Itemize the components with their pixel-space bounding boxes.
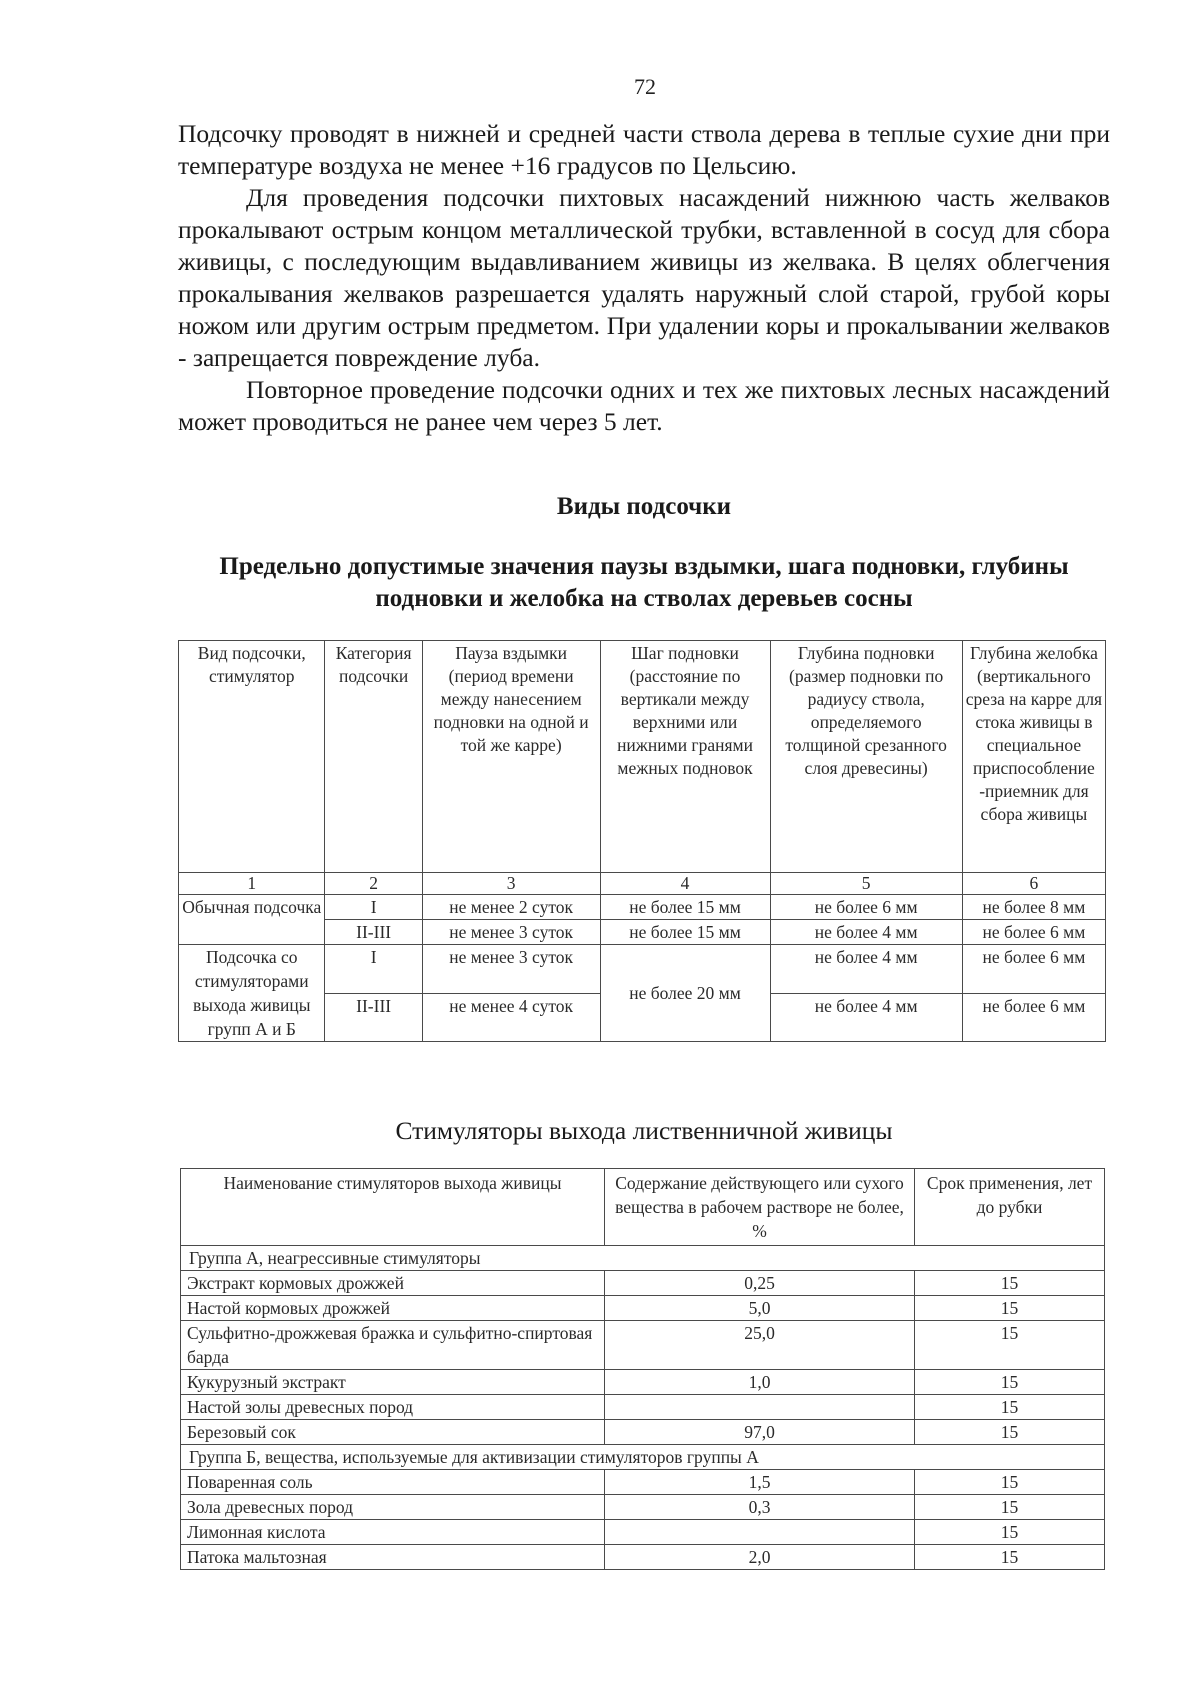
- tapping-type-cell: Обычная подсочка: [179, 895, 325, 945]
- group-row: [181, 1246, 1105, 1271]
- table-row: [181, 1495, 1105, 1520]
- groove-cell: не более 8 мм: [962, 895, 1105, 920]
- table-row: [181, 1370, 1105, 1395]
- term-value: 15: [915, 1520, 1105, 1545]
- table-row: [181, 1470, 1105, 1495]
- groove-cell: не более 6 мм: [962, 945, 1105, 994]
- term-value: 15: [915, 1321, 1105, 1370]
- table-row: [181, 1296, 1105, 1321]
- header-cell: Наименование стимуляторов выхода живицы: [181, 1169, 605, 1246]
- term-value: 15: [915, 1420, 1105, 1445]
- column-number: 2: [325, 873, 422, 895]
- paragraph: Для проведения подсочки пихтовых насаждений нижнюю часть желваков прокалывают острым концом металлической трубки, вставленной в сосуд для сбора живицы, с последующим выдавливанием живицы из желвака. В целях облегчения прокалывания желваков разрешается удалять наружный слой старой, грубой коры ножом или другим острым предметом. При удалении коры и прокалывании желваков - запрещается повреждение луба.: [178, 183, 1110, 372]
- step-cell: не более 20 мм: [600, 945, 770, 1042]
- section-heading: Виды подсочки: [556, 493, 732, 520]
- content-value: [605, 1395, 915, 1420]
- stimulator-name: Настой кормовых дрожжей: [181, 1296, 605, 1321]
- table-row: [181, 1321, 1105, 1370]
- stimulator-name: Березовый сок: [181, 1420, 605, 1445]
- term-value: 15: [915, 1370, 1105, 1395]
- stimulator-name: Лимонная кислота: [181, 1520, 605, 1545]
- table-header-row: [179, 641, 1106, 873]
- header-cell: Категория подсочки: [325, 641, 422, 873]
- group-label: Группа А, неагрессивные стимуляторы: [181, 1246, 1105, 1271]
- header-cell: Содержание действующего или сухого вещества в рабочем растворе не более, %: [605, 1169, 915, 1246]
- term-value: 15: [915, 1470, 1105, 1495]
- pause-cell: не менее 3 суток: [422, 920, 600, 945]
- groove-cell: не более 6 мм: [962, 993, 1105, 1042]
- pause-cell: не менее 3 суток: [422, 945, 600, 994]
- page-number: 72: [634, 74, 656, 99]
- term-value: 15: [915, 1545, 1105, 1570]
- paragraph: Повторное проведение подсочки одних и тех же пихтовых лесных насаждений может проводиться не ранее чем через 5 лет.: [178, 375, 1110, 436]
- column-number: 6: [962, 873, 1105, 895]
- column-number: 1: [179, 873, 325, 895]
- tapping-type-cell: Подсочка со стимуляторами выхода живицы групп А и Б: [179, 945, 325, 1042]
- depth-cell: не более 4 мм: [770, 920, 962, 945]
- category-cell: I: [325, 945, 422, 994]
- column-number: 4: [600, 873, 770, 895]
- column-numbers-row: [179, 873, 1106, 895]
- stimulator-name: Патока мальтозная: [181, 1545, 605, 1570]
- content-value: 1,0: [605, 1370, 915, 1395]
- pause-cell: не менее 2 суток: [422, 895, 600, 920]
- category-cell: II-III: [325, 920, 422, 945]
- paragraph: Подсочку проводят в нижней и средней части ствола дерева в теплые сухие дни при температуре воздуха не менее +16 градусов по Цельсию.: [178, 119, 1110, 180]
- table-caption: Предельно допустимые значения паузы вздымки, шага подновки, глубины подновки и желобка на стволах деревьев сосны: [219, 553, 1069, 612]
- header-cell: Глубина подновки (размер подновки по радиусу ствола, определяемого толщиной срезанного слоя древесины): [770, 641, 962, 873]
- header-cell: Шаг подновки (расстояние по вертикали между верхними или нижними гранями межных подновок: [600, 641, 770, 873]
- content-value: 0,25: [605, 1271, 915, 1296]
- depth-cell: не более 4 мм: [770, 993, 962, 1042]
- header-cell: Глубина желобка (вертикального среза на карре для стока живицы в специальное приспособление -приемник для сбора живицы: [962, 641, 1105, 873]
- category-cell: II-III: [325, 993, 422, 1042]
- table-row: [181, 1520, 1105, 1545]
- content-value: 2,0: [605, 1545, 915, 1570]
- table-header-row: [181, 1169, 1105, 1246]
- table-row: [181, 1271, 1105, 1296]
- content-value: 25,0: [605, 1321, 915, 1370]
- stimulator-name: Экстракт кормовых дрожжей: [181, 1271, 605, 1296]
- step-cell: не более 15 мм: [600, 895, 770, 920]
- header-cell: Вид подсочки, стимулятор: [179, 641, 325, 873]
- stimulator-name: Зола древесных пород: [181, 1495, 605, 1520]
- stimulator-name: Настой золы древесных пород: [181, 1395, 605, 1420]
- stimulators-title: Стимуляторы выхода лиственничной живицы: [395, 1116, 893, 1145]
- table-row: [181, 1395, 1105, 1420]
- pause-cell: не менее 4 суток: [422, 993, 600, 1042]
- group-row: [181, 1445, 1105, 1470]
- content-value: 1,5: [605, 1470, 915, 1495]
- table-row: [179, 945, 1106, 994]
- table-row: [181, 1420, 1105, 1445]
- content-value: 97,0: [605, 1420, 915, 1445]
- term-value: 15: [915, 1296, 1105, 1321]
- header-cell: Пауза вздымки (период времени между нанесением подновки на одной и той же карре): [422, 641, 600, 873]
- table-row: [179, 895, 1106, 920]
- term-value: 15: [915, 1395, 1105, 1420]
- stimulator-name: Кукурузный экстракт: [181, 1370, 605, 1395]
- group-label: Группа Б, вещества, используемые для активизации стимуляторов группы А: [181, 1445, 1105, 1470]
- step-cell: не более 15 мм: [600, 920, 770, 945]
- depth-cell: не более 6 мм: [770, 895, 962, 920]
- content-value: 0,3: [605, 1495, 915, 1520]
- content-value: 5,0: [605, 1296, 915, 1321]
- table-row: [181, 1545, 1105, 1570]
- header-cell: Срок применения, лет до рубки: [915, 1169, 1105, 1246]
- term-value: 15: [915, 1495, 1105, 1520]
- stimulator-name: Сульфитно-дрожжевая бражка и сульфитно-спиртовая барда: [181, 1321, 605, 1370]
- tapping-limits-table: [178, 640, 1106, 1042]
- groove-cell: не более 6 мм: [962, 920, 1105, 945]
- stimulators-table: [180, 1168, 1105, 1570]
- column-number: 5: [770, 873, 962, 895]
- column-number: 3: [422, 873, 600, 895]
- category-cell: I: [325, 895, 422, 920]
- body-text: [178, 118, 1110, 438]
- stimulator-name: Поваренная соль: [181, 1470, 605, 1495]
- term-value: 15: [915, 1271, 1105, 1296]
- content-value: [605, 1520, 915, 1545]
- depth-cell: не более 4 мм: [770, 945, 962, 994]
